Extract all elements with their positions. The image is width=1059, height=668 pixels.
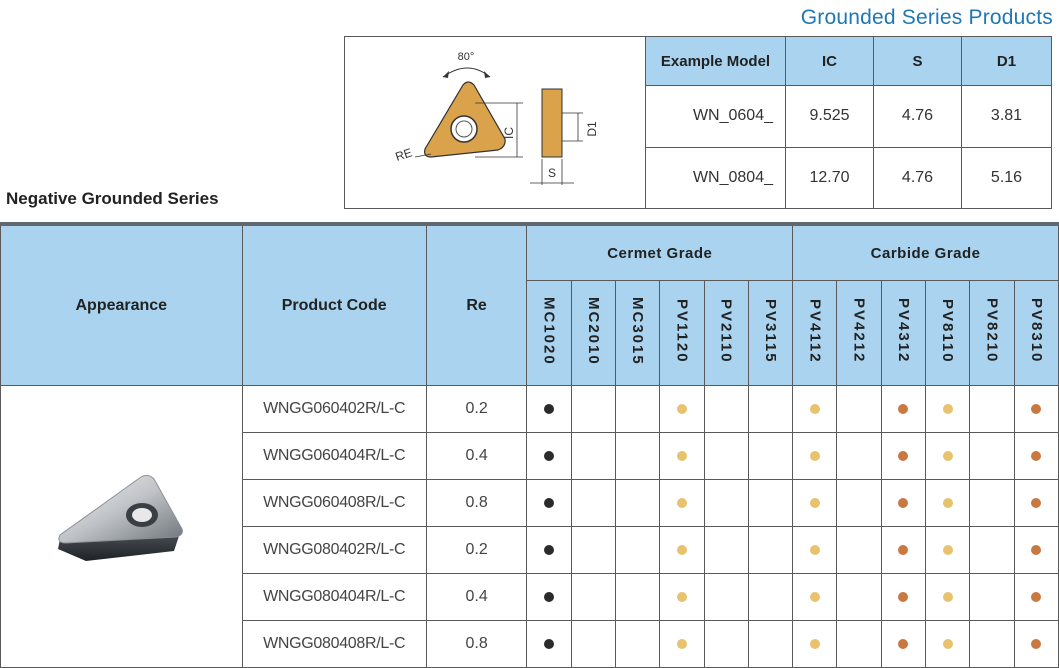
grade-availability-cell (970, 621, 1014, 668)
cermet-grade-header: Cermet Grade (527, 224, 793, 281)
brown-dot-icon (1031, 545, 1041, 555)
grade-availability-cell (571, 386, 615, 433)
brown-dot-icon (1031, 592, 1041, 602)
gold-dot-icon (943, 545, 953, 555)
gold-dot-icon (677, 592, 687, 602)
example-model-header: Example Model (646, 37, 786, 86)
gold-dot-icon (677, 498, 687, 508)
brown-dot-icon (898, 404, 908, 414)
example-model-table (344, 36, 1052, 209)
insert-side-view (542, 89, 562, 157)
grade-availability-cell (527, 433, 571, 480)
grade-availability-cell (616, 527, 660, 574)
example-s: 4.76 (874, 147, 962, 209)
s-header: S (874, 37, 962, 86)
gold-dot-icon (677, 545, 687, 555)
grade-availability-cell (881, 574, 925, 621)
black-dot-icon (544, 545, 554, 555)
appearance-cell (1, 386, 243, 668)
grade-availability-cell (881, 527, 925, 574)
gold-dot-icon (810, 451, 820, 461)
example-model: WN_0804_ (646, 147, 786, 209)
grade-availability-cell (970, 433, 1014, 480)
grade-availability-cell (527, 621, 571, 668)
grade-availability-cell (881, 433, 925, 480)
product-table-panel (0, 222, 1059, 668)
product-code: WNGG060404R/L-C (242, 433, 426, 480)
d1-label: D1 (585, 121, 599, 137)
grade-availability-cell (970, 574, 1014, 621)
grade-header: PV2110 (704, 281, 748, 386)
example-d1: 5.16 (962, 147, 1052, 209)
grade-header: PV1120 (660, 281, 704, 386)
product-code: WNGG060402R/L-C (242, 386, 426, 433)
grade-availability-cell (704, 480, 748, 527)
re-header: Re (426, 224, 527, 386)
gold-dot-icon (943, 592, 953, 602)
black-dot-icon (544, 451, 554, 461)
brown-dot-icon (1031, 639, 1041, 649)
grade-availability-cell (571, 621, 615, 668)
grade-availability-cell (926, 480, 970, 527)
re-value: 0.4 (426, 574, 527, 621)
grade-availability-cell (527, 574, 571, 621)
grade-availability-cell (1014, 433, 1058, 480)
grade-availability-cell (837, 621, 881, 668)
grade-availability-cell (881, 386, 925, 433)
grade-availability-cell (660, 574, 704, 621)
black-dot-icon (544, 639, 554, 649)
product-code-header: Product Code (242, 224, 426, 386)
gold-dot-icon (677, 639, 687, 649)
section-title: Grounded Series Products (800, 6, 1053, 29)
grade-availability-cell (837, 574, 881, 621)
grade-availability-cell (660, 480, 704, 527)
brown-dot-icon (898, 545, 908, 555)
gold-dot-icon (810, 498, 820, 508)
product-code: WNGG080402R/L-C (242, 527, 426, 574)
gold-dot-icon (677, 404, 687, 414)
grade-availability-cell (616, 574, 660, 621)
grade-availability-cell (1014, 621, 1058, 668)
grade-header: PV8210 (970, 281, 1014, 386)
gold-dot-icon (810, 404, 820, 414)
grade-availability-cell (616, 433, 660, 480)
grade-availability-cell (748, 574, 792, 621)
grade-availability-cell (616, 621, 660, 668)
grade-availability-cell (748, 621, 792, 668)
grade-availability-cell (571, 527, 615, 574)
grade-availability-cell (1014, 574, 1058, 621)
example-model: WN_0604_ (646, 86, 786, 148)
grade-availability-cell (616, 386, 660, 433)
grade-availability-cell (704, 574, 748, 621)
grade-availability-cell (571, 480, 615, 527)
brown-dot-icon (898, 451, 908, 461)
example-header-row (345, 37, 1052, 86)
d1-header: D1 (962, 37, 1052, 86)
gold-dot-icon (810, 592, 820, 602)
black-dot-icon (544, 498, 554, 508)
grade-header: MC1020 (527, 281, 571, 386)
product-code: WNGG080404R/L-C (242, 574, 426, 621)
header-row-top (1, 224, 1059, 281)
table-row (1, 386, 1059, 433)
angle-label: 80° (457, 51, 475, 63)
s-label: S (547, 166, 557, 180)
brown-dot-icon (1031, 451, 1041, 461)
grade-availability-cell (704, 621, 748, 668)
grade-availability-cell (748, 386, 792, 433)
product-table (0, 222, 1059, 668)
grade-availability-cell (793, 480, 837, 527)
carbide-grade-header: Carbide Grade (793, 224, 1059, 281)
re-value: 0.2 (426, 386, 527, 433)
grade-availability-cell (704, 386, 748, 433)
example-s: 4.76 (874, 86, 962, 148)
grade-availability-cell (837, 480, 881, 527)
grade-availability-cell (926, 386, 970, 433)
grade-availability-cell (881, 480, 925, 527)
grade-availability-cell (837, 527, 881, 574)
black-dot-icon (544, 404, 554, 414)
grade-availability-cell (793, 621, 837, 668)
insert-drawing-cell (345, 37, 646, 209)
brown-dot-icon (898, 639, 908, 649)
product-code: WNGG060408R/L-C (242, 480, 426, 527)
brown-dot-icon (1031, 498, 1041, 508)
grade-availability-cell (660, 621, 704, 668)
grade-header: MC3015 (616, 281, 660, 386)
brown-dot-icon (1031, 404, 1041, 414)
grade-availability-cell (571, 433, 615, 480)
grade-header: PV8110 (926, 281, 970, 386)
grade-availability-cell (1014, 386, 1058, 433)
re-value: 0.2 (426, 527, 527, 574)
grade-availability-cell (970, 480, 1014, 527)
example-d1: 3.81 (962, 86, 1052, 148)
grade-availability-cell (1014, 527, 1058, 574)
grade-availability-cell (837, 386, 881, 433)
grade-availability-cell (748, 480, 792, 527)
grade-availability-cell (527, 527, 571, 574)
grade-availability-cell (926, 621, 970, 668)
grade-availability-cell (926, 433, 970, 480)
re-label: RE (393, 145, 414, 164)
grade-availability-cell (793, 527, 837, 574)
grade-availability-cell (1014, 480, 1058, 527)
gold-dot-icon (810, 639, 820, 649)
grade-availability-cell (571, 574, 615, 621)
grade-header: PV3115 (748, 281, 792, 386)
ic-label: IC (502, 127, 516, 139)
gold-dot-icon (943, 404, 953, 414)
product-code: WNGG080408R/L-C (242, 621, 426, 668)
re-value: 0.8 (426, 621, 527, 668)
grade-availability-cell (660, 386, 704, 433)
product-rows (1, 386, 1059, 668)
gold-dot-icon (677, 451, 687, 461)
grade-availability-cell (660, 433, 704, 480)
re-value: 0.4 (426, 433, 527, 480)
brown-dot-icon (898, 498, 908, 508)
gold-dot-icon (943, 639, 953, 649)
grade-availability-cell (926, 574, 970, 621)
example-ic: 12.70 (786, 147, 874, 209)
grade-availability-cell (704, 527, 748, 574)
grade-availability-cell (748, 433, 792, 480)
grade-header: MC2010 (571, 281, 615, 386)
grade-availability-cell (970, 527, 1014, 574)
brown-dot-icon (898, 592, 908, 602)
gold-dot-icon (943, 451, 953, 461)
grade-header: PV8310 (1014, 281, 1058, 386)
grade-header: PV4212 (837, 281, 881, 386)
example-model-panel (344, 36, 1051, 204)
appearance-header: Appearance (1, 224, 243, 386)
grade-availability-cell (704, 433, 748, 480)
insert-product-image (46, 469, 196, 579)
re-value: 0.8 (426, 480, 527, 527)
grade-availability-cell (793, 574, 837, 621)
grade-availability-cell (793, 433, 837, 480)
grade-availability-cell (748, 527, 792, 574)
grade-availability-cell (527, 480, 571, 527)
example-ic: 9.525 (786, 86, 874, 148)
grade-availability-cell (926, 527, 970, 574)
grade-availability-cell (837, 433, 881, 480)
grade-availability-cell (660, 527, 704, 574)
grade-availability-cell (970, 386, 1014, 433)
grade-availability-cell (881, 621, 925, 668)
insert-drawing (345, 37, 645, 203)
grade-availability-cell (527, 386, 571, 433)
grade-availability-cell (616, 480, 660, 527)
grade-availability-cell (793, 386, 837, 433)
grade-header: PV4112 (793, 281, 837, 386)
ic-header: IC (786, 37, 874, 86)
black-dot-icon (544, 592, 554, 602)
series-title: Negative Grounded Series (6, 189, 219, 208)
grade-header: PV4312 (881, 281, 925, 386)
gold-dot-icon (810, 545, 820, 555)
gold-dot-icon (943, 498, 953, 508)
